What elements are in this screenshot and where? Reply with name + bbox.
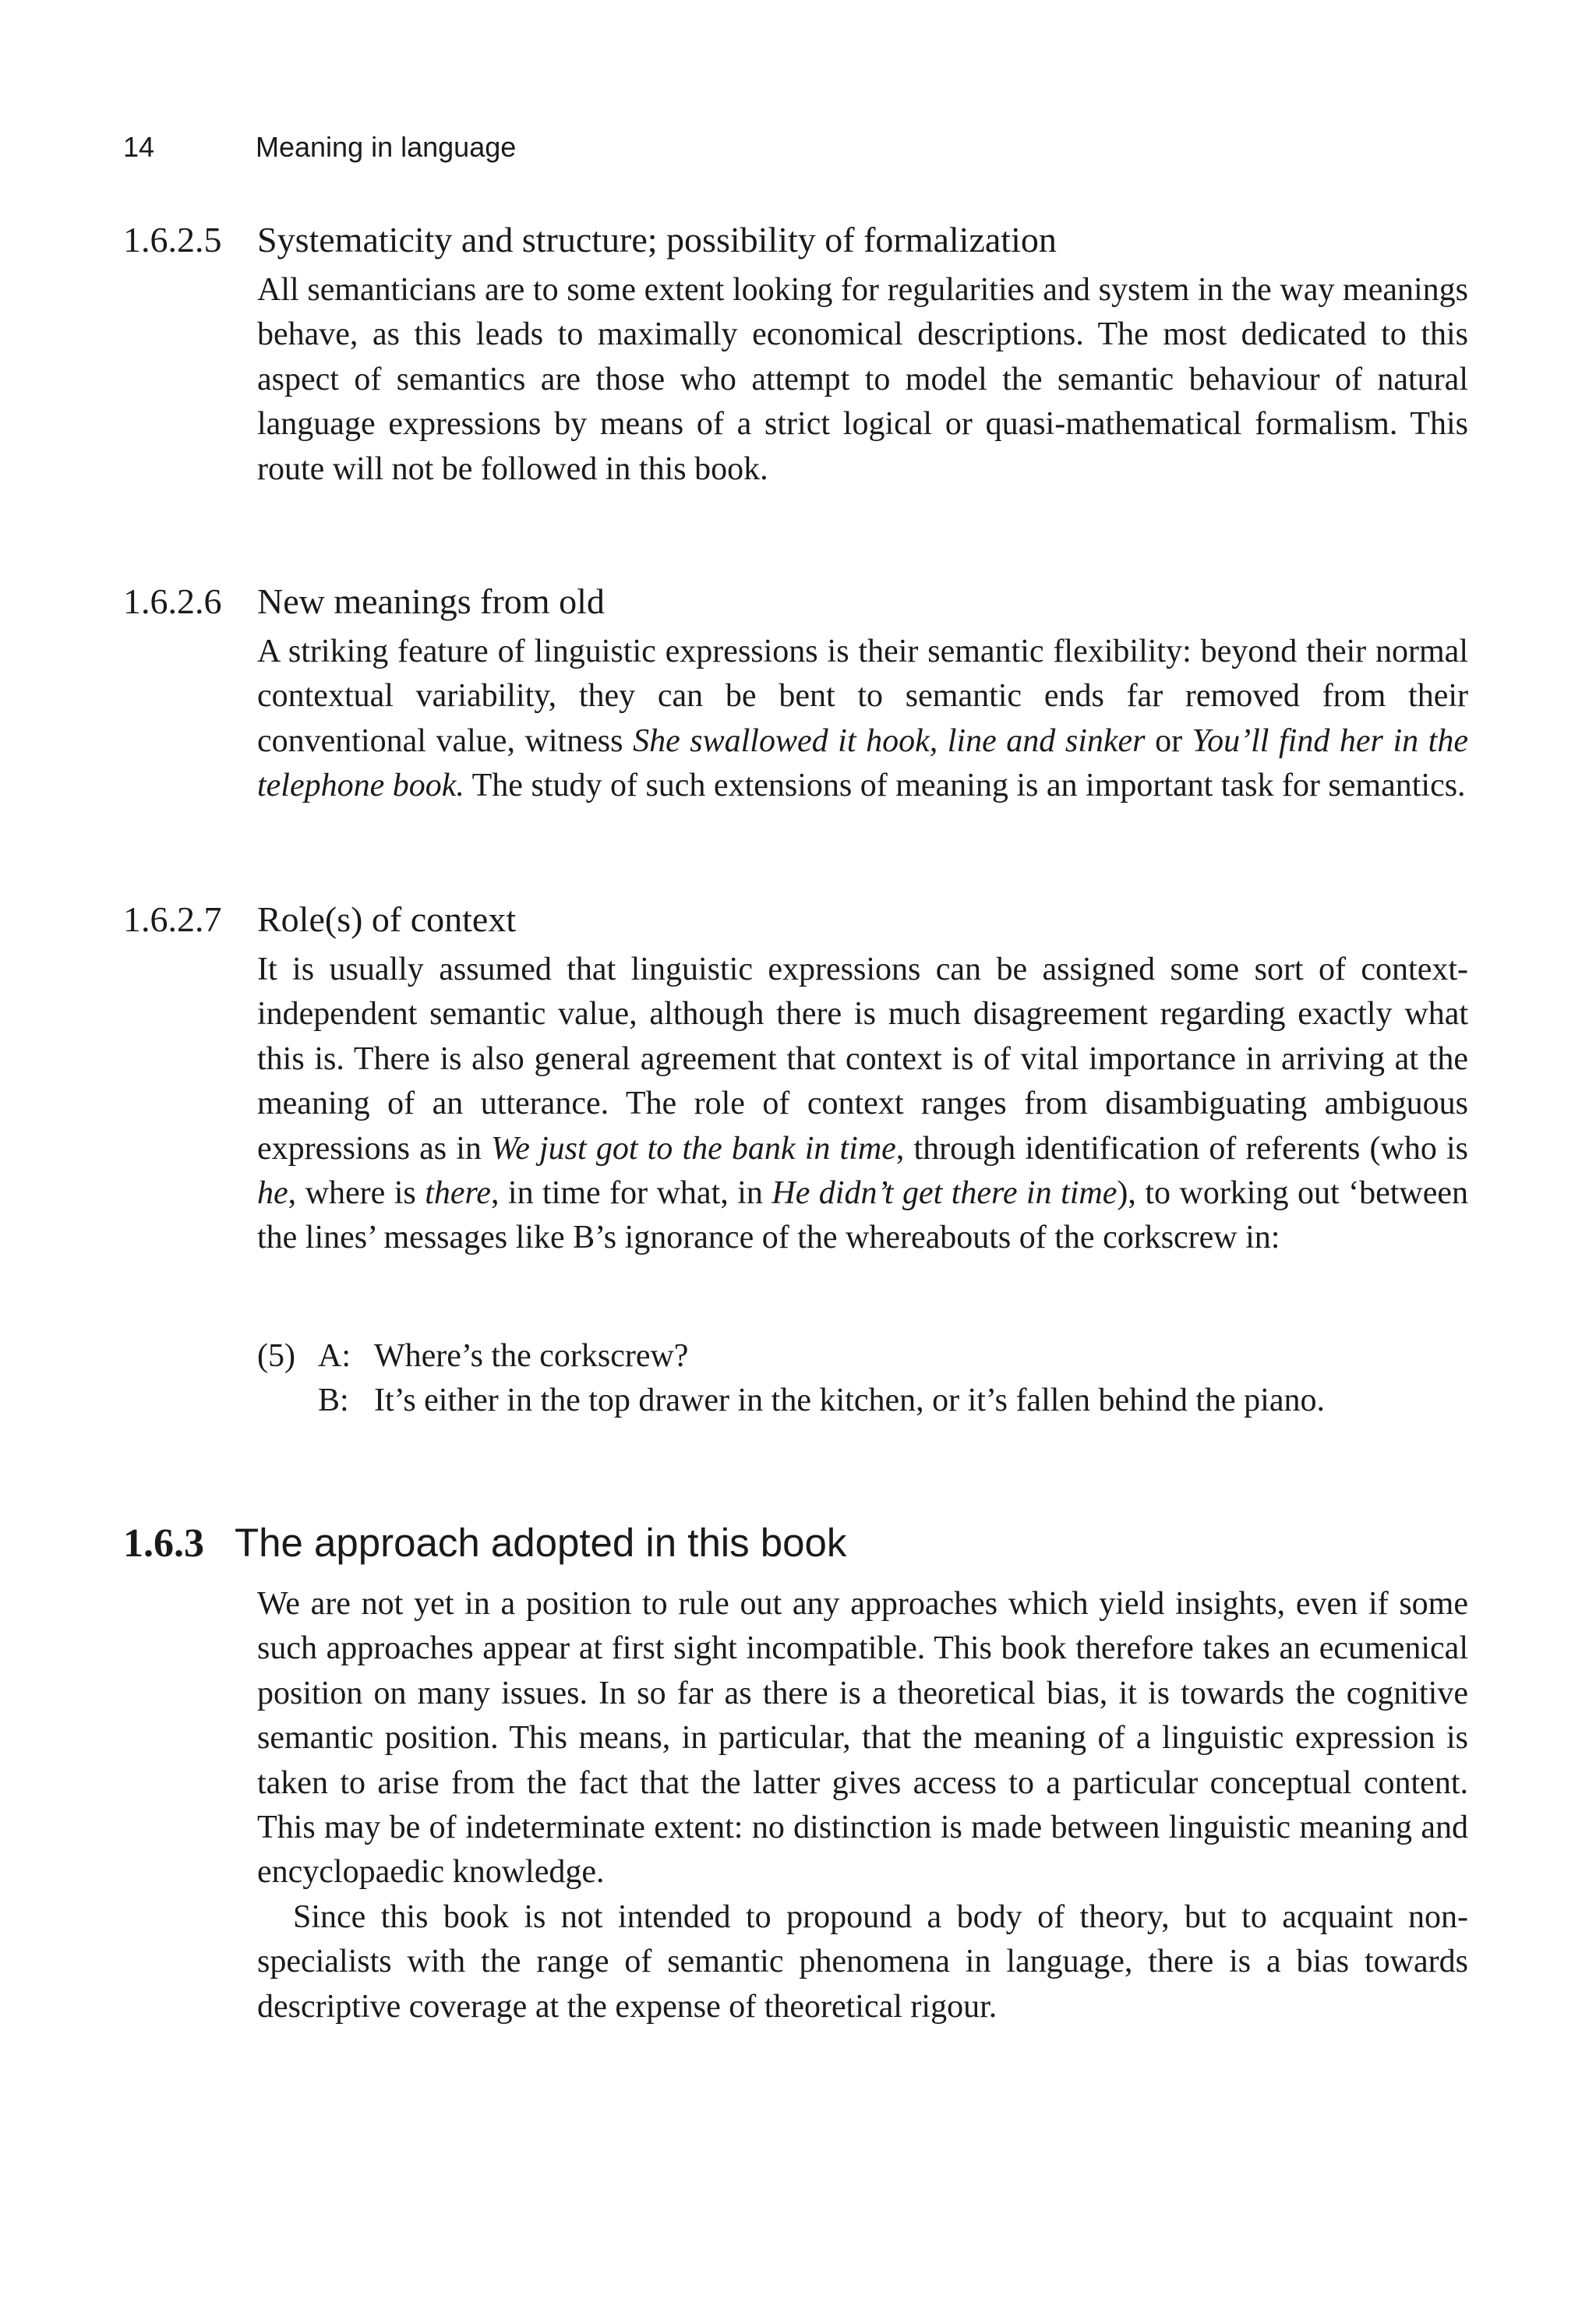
text-run: , through identification of referents (who is: [895, 1130, 1468, 1167]
example-word: he: [257, 1175, 288, 1212]
text-run: A striking feature of linguistic expressions is their semantic flexibility: beyond their normal contextual variability, they can be bent to semantic ends far removed from their conventional value, witness: [257, 634, 1468, 759]
section-body-163: [257, 1582, 1468, 2029]
section-number: 1.6.3: [123, 1521, 204, 1566]
example-phrase: She swallowed it hook, line and sinker: [633, 722, 1146, 759]
example-line-b: [257, 1379, 1468, 1423]
paragraph: Since this book is not intended to propound a body of theory, but to acquaint non-specialists with the range of semantic phenomena in language, there is a bias towards descriptive coverage at the expense of theoretical rigour.: [257, 1898, 1468, 2025]
speaker-label: A:: [318, 1338, 351, 1374]
example-line-a: [257, 1334, 1468, 1379]
text-run: ), to working out ‘between the lines’ messages like B’s ignorance of the whereabouts of the corkscrew in:: [257, 1175, 1468, 1256]
example-5: [257, 1334, 1468, 1424]
speaker-label: B:: [318, 1383, 349, 1419]
section-heading-1626: [123, 580, 605, 623]
text-run: or: [1145, 722, 1192, 759]
section-number: 1.6.2.5: [123, 220, 222, 260]
text-run: , in time for what, in: [490, 1175, 772, 1212]
example-phrase: We just got to the bank in time: [491, 1130, 896, 1167]
paragraph: We are not yet in a position to rule out any approaches which yield insights, even if some such approaches appear at first sight incompatible. This book therefore takes an ecumenical position on many issues. In so far as there is a theoretical bias, it is towards the cognitive semantic position. This means, in particular, that the meaning of a linguistic expression is taken to arise from the fact that the latter gives access to a particular conceptual content. This may be of indeterminate extent: no distinction is made between linguistic meaning and encyclopaedic knowledge.: [257, 1586, 1468, 1891]
text-run: It is usually assumed that linguistic expressions can be assigned some sort of context-independent semantic value, although there is much disagreement regarding exactly what this is. There is also general agreement that context is of vital importance in arriving at the meaning of an utterance. The role of context ranges from disambiguating ambiguous expressions as in: [257, 952, 1468, 1167]
section-number: 1.6.2.6: [123, 581, 222, 621]
paragraph: All semanticians are to some extent looking for regularities and system in the way meanings behave, as this leads to maximally economical descriptions. The most dedicated to this aspect of semantics are those who attempt to model the semantic behaviour of natural language expressions by means of a strict logical or quasi-mathematical formalism. This route will not be followed in this book.: [257, 272, 1468, 487]
example-phrase: You’ll find her in the telephone book.: [257, 722, 1468, 804]
section-title: New meanings from old: [257, 581, 605, 621]
section-heading-163: [123, 1520, 846, 1567]
section-number: 1.6.2.7: [123, 899, 222, 939]
section-title: The approach adopted in this book: [235, 1520, 847, 1565]
example-word: there: [425, 1175, 491, 1212]
section-body-1625: [257, 268, 1468, 492]
section-body-1627: [257, 948, 1468, 1261]
section-title: Systematicity and structure; possibility of formalization: [257, 220, 1057, 260]
text-run: The study of such extensions of meaning is an important task for semantics.: [464, 768, 1466, 804]
paragraph: [257, 948, 1468, 1261]
section-heading-1627: [123, 898, 516, 941]
example-number: (5): [257, 1338, 295, 1374]
section-heading-1625: [123, 218, 1057, 262]
paragraph: [257, 630, 1468, 809]
running-head: [123, 131, 516, 164]
utterance: It’s either in the top drawer in the kitchen, or it’s fallen behind the piano.: [374, 1383, 1325, 1419]
example-phrase: He didn’t get there in time: [772, 1175, 1118, 1212]
page-number: 14: [123, 131, 155, 163]
utterance: Where’s the corkscrew?: [374, 1338, 689, 1374]
section-title: Role(s) of context: [257, 899, 517, 939]
text-run: , where is: [288, 1175, 425, 1212]
section-body-1626: [257, 630, 1468, 809]
running-head-title: Meaning in language: [256, 131, 517, 163]
